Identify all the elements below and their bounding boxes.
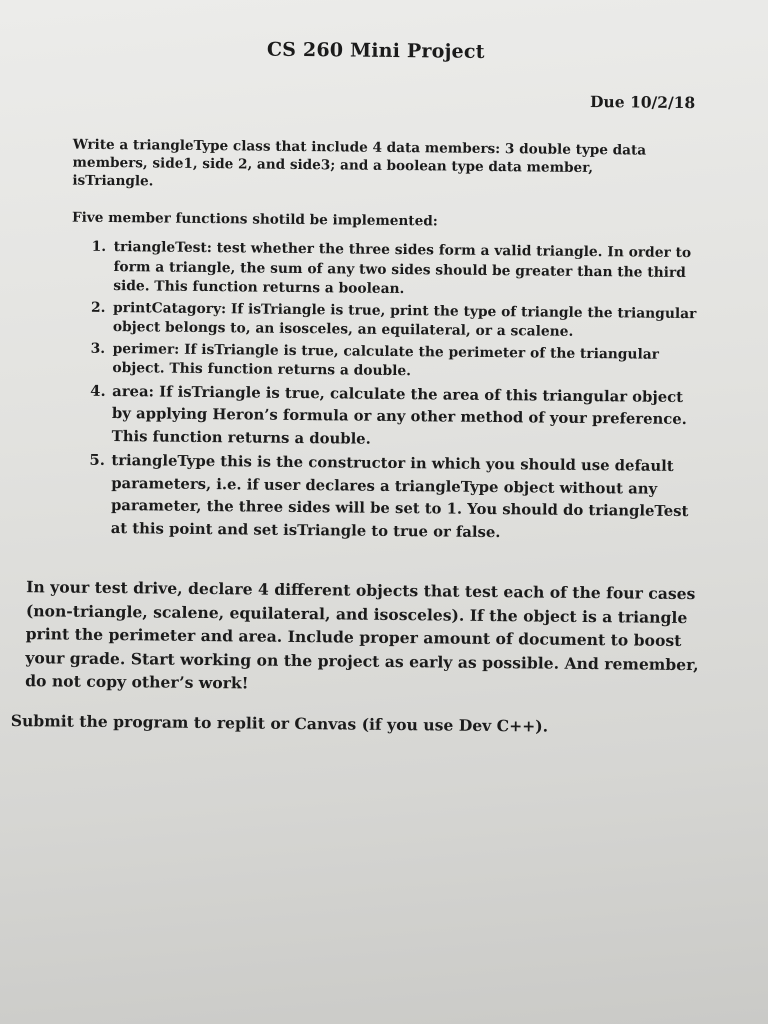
task-text: area: If isTriangle is true, calculate the area of this triangular object by applying Heron’s formula or any other method of your preference. This function returns a double. bbox=[111, 382, 687, 448]
task-item bbox=[89, 450, 702, 546]
document-content bbox=[9, 28, 736, 737]
task-item bbox=[90, 339, 702, 384]
task-number: 2. bbox=[90, 299, 106, 316]
task-number: 5. bbox=[89, 451, 106, 469]
task-list bbox=[89, 238, 704, 546]
document-title: CS 260 Mini Project bbox=[266, 38, 485, 63]
functions-heading: Five member functions shotild be implemented: bbox=[71, 209, 438, 230]
task-item bbox=[91, 298, 703, 343]
task-number: 4. bbox=[90, 382, 106, 400]
due-date: Due 10/2/18 bbox=[589, 92, 696, 113]
task-text: printCatagory: If isTriangle is true, print the type of triangle the triangular object belongs to, an isosceles, an equilateral, or a scalene. bbox=[112, 299, 697, 340]
task-number: 3. bbox=[90, 340, 106, 357]
task-item bbox=[90, 380, 703, 454]
task-number: 1. bbox=[91, 238, 107, 255]
task-item bbox=[91, 238, 704, 303]
intro-paragraph: Write a triangleType class that include 4 data members: 3 double type data members, side1, side 2, and side3; and a boolean type data member, isTriangle. bbox=[72, 136, 647, 190]
task-text: triangleTest: test whether the three sides form a valid triangle. In order to form a triangle, the sum of any two sides should be greater than the third side. This function returns a boolean. bbox=[113, 239, 692, 298]
submit-instructions: Submit the program to replit or Canvas (if you use Dev C++). bbox=[10, 710, 549, 736]
task-text: perimer: If isTriangle is true, calculate the perimeter of the triangular object. This function returns a double. bbox=[112, 340, 660, 380]
test-drive-paragraph: In your test drive, declare 4 different objects that test each of the four cases (non-triangle, scalene, equilateral, and isosceles). If the object is a triangle print the perimeter and area. Include proper amount of document to boost your grade. Start working on the project as early as possible. And remember, do not copy other’s work! bbox=[25, 577, 699, 693]
task-text: triangleType this is the constructor in which you should use default parameters, i.e. if user declares a triangleType object without any parameter, the three sides will be set to 1. You should do triangleTest at this point and set isTriangle to true or false. bbox=[110, 452, 689, 541]
